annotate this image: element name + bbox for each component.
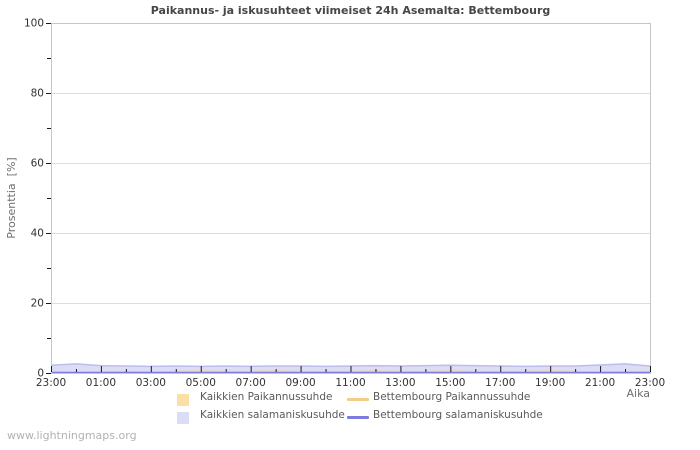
y-tick-label: 20	[30, 297, 44, 310]
x-tick-label: 17:00	[485, 377, 516, 389]
legend-label-kaikkien-paikannussuhde: Kaikkien Paikannussuhde	[200, 391, 333, 403]
x-tick-label: 03:00	[135, 377, 166, 389]
chart-title: Paikannus- ja iskusuhteet viimeiset 24h Asemalta: Bettembourg	[150, 4, 551, 17]
legend-swatch-kaikkien-paikannussuhde	[177, 394, 189, 406]
x-tick-label: 09:00	[285, 377, 316, 389]
legend-label-bettembourg-paikannussuhde: Bettembourg Paikannussuhde	[373, 391, 531, 403]
legend-line-bettembourg-salamaniskusuhde	[347, 416, 369, 419]
x-tick-label: 01:00	[85, 377, 117, 389]
x-tick-label: 21:00	[584, 377, 616, 389]
legend-label-kaikkien-salamaniskusuhde: Kaikkien salamaniskusuhde	[200, 409, 345, 421]
legend-swatch-kaikkien-salamaniskusuhde	[177, 412, 189, 424]
x-tick-label: 15:00	[435, 377, 466, 389]
y-tick-label: 100	[23, 17, 44, 30]
x-tick-label: 07:00	[235, 377, 266, 389]
x-tick-label: 05:00	[185, 377, 216, 389]
y-tick-label: 0	[37, 367, 44, 380]
plot-background	[52, 24, 651, 374]
x-axis-title: Aika	[626, 387, 650, 400]
legend-label-bettembourg-salamaniskusuhde: Bettembourg salamaniskusuhde	[373, 409, 543, 421]
x-tick-label: 23:00	[35, 377, 67, 389]
x-tick-label: 13:00	[385, 377, 416, 389]
x-tick-label: 11:00	[335, 377, 366, 389]
x-tick-label: 23:00	[634, 377, 666, 389]
x-tick-label: 19:00	[535, 377, 566, 389]
y-tick-label: 80	[30, 87, 44, 100]
y-axis-title: Prosenttia [%]	[5, 157, 18, 239]
y-tick-label: 40	[30, 227, 44, 240]
legend-line-bettembourg-paikannussuhde	[347, 398, 369, 401]
watermark-link[interactable]: www.lightningmaps.org	[7, 429, 137, 442]
y-tick-label: 60	[30, 157, 44, 170]
